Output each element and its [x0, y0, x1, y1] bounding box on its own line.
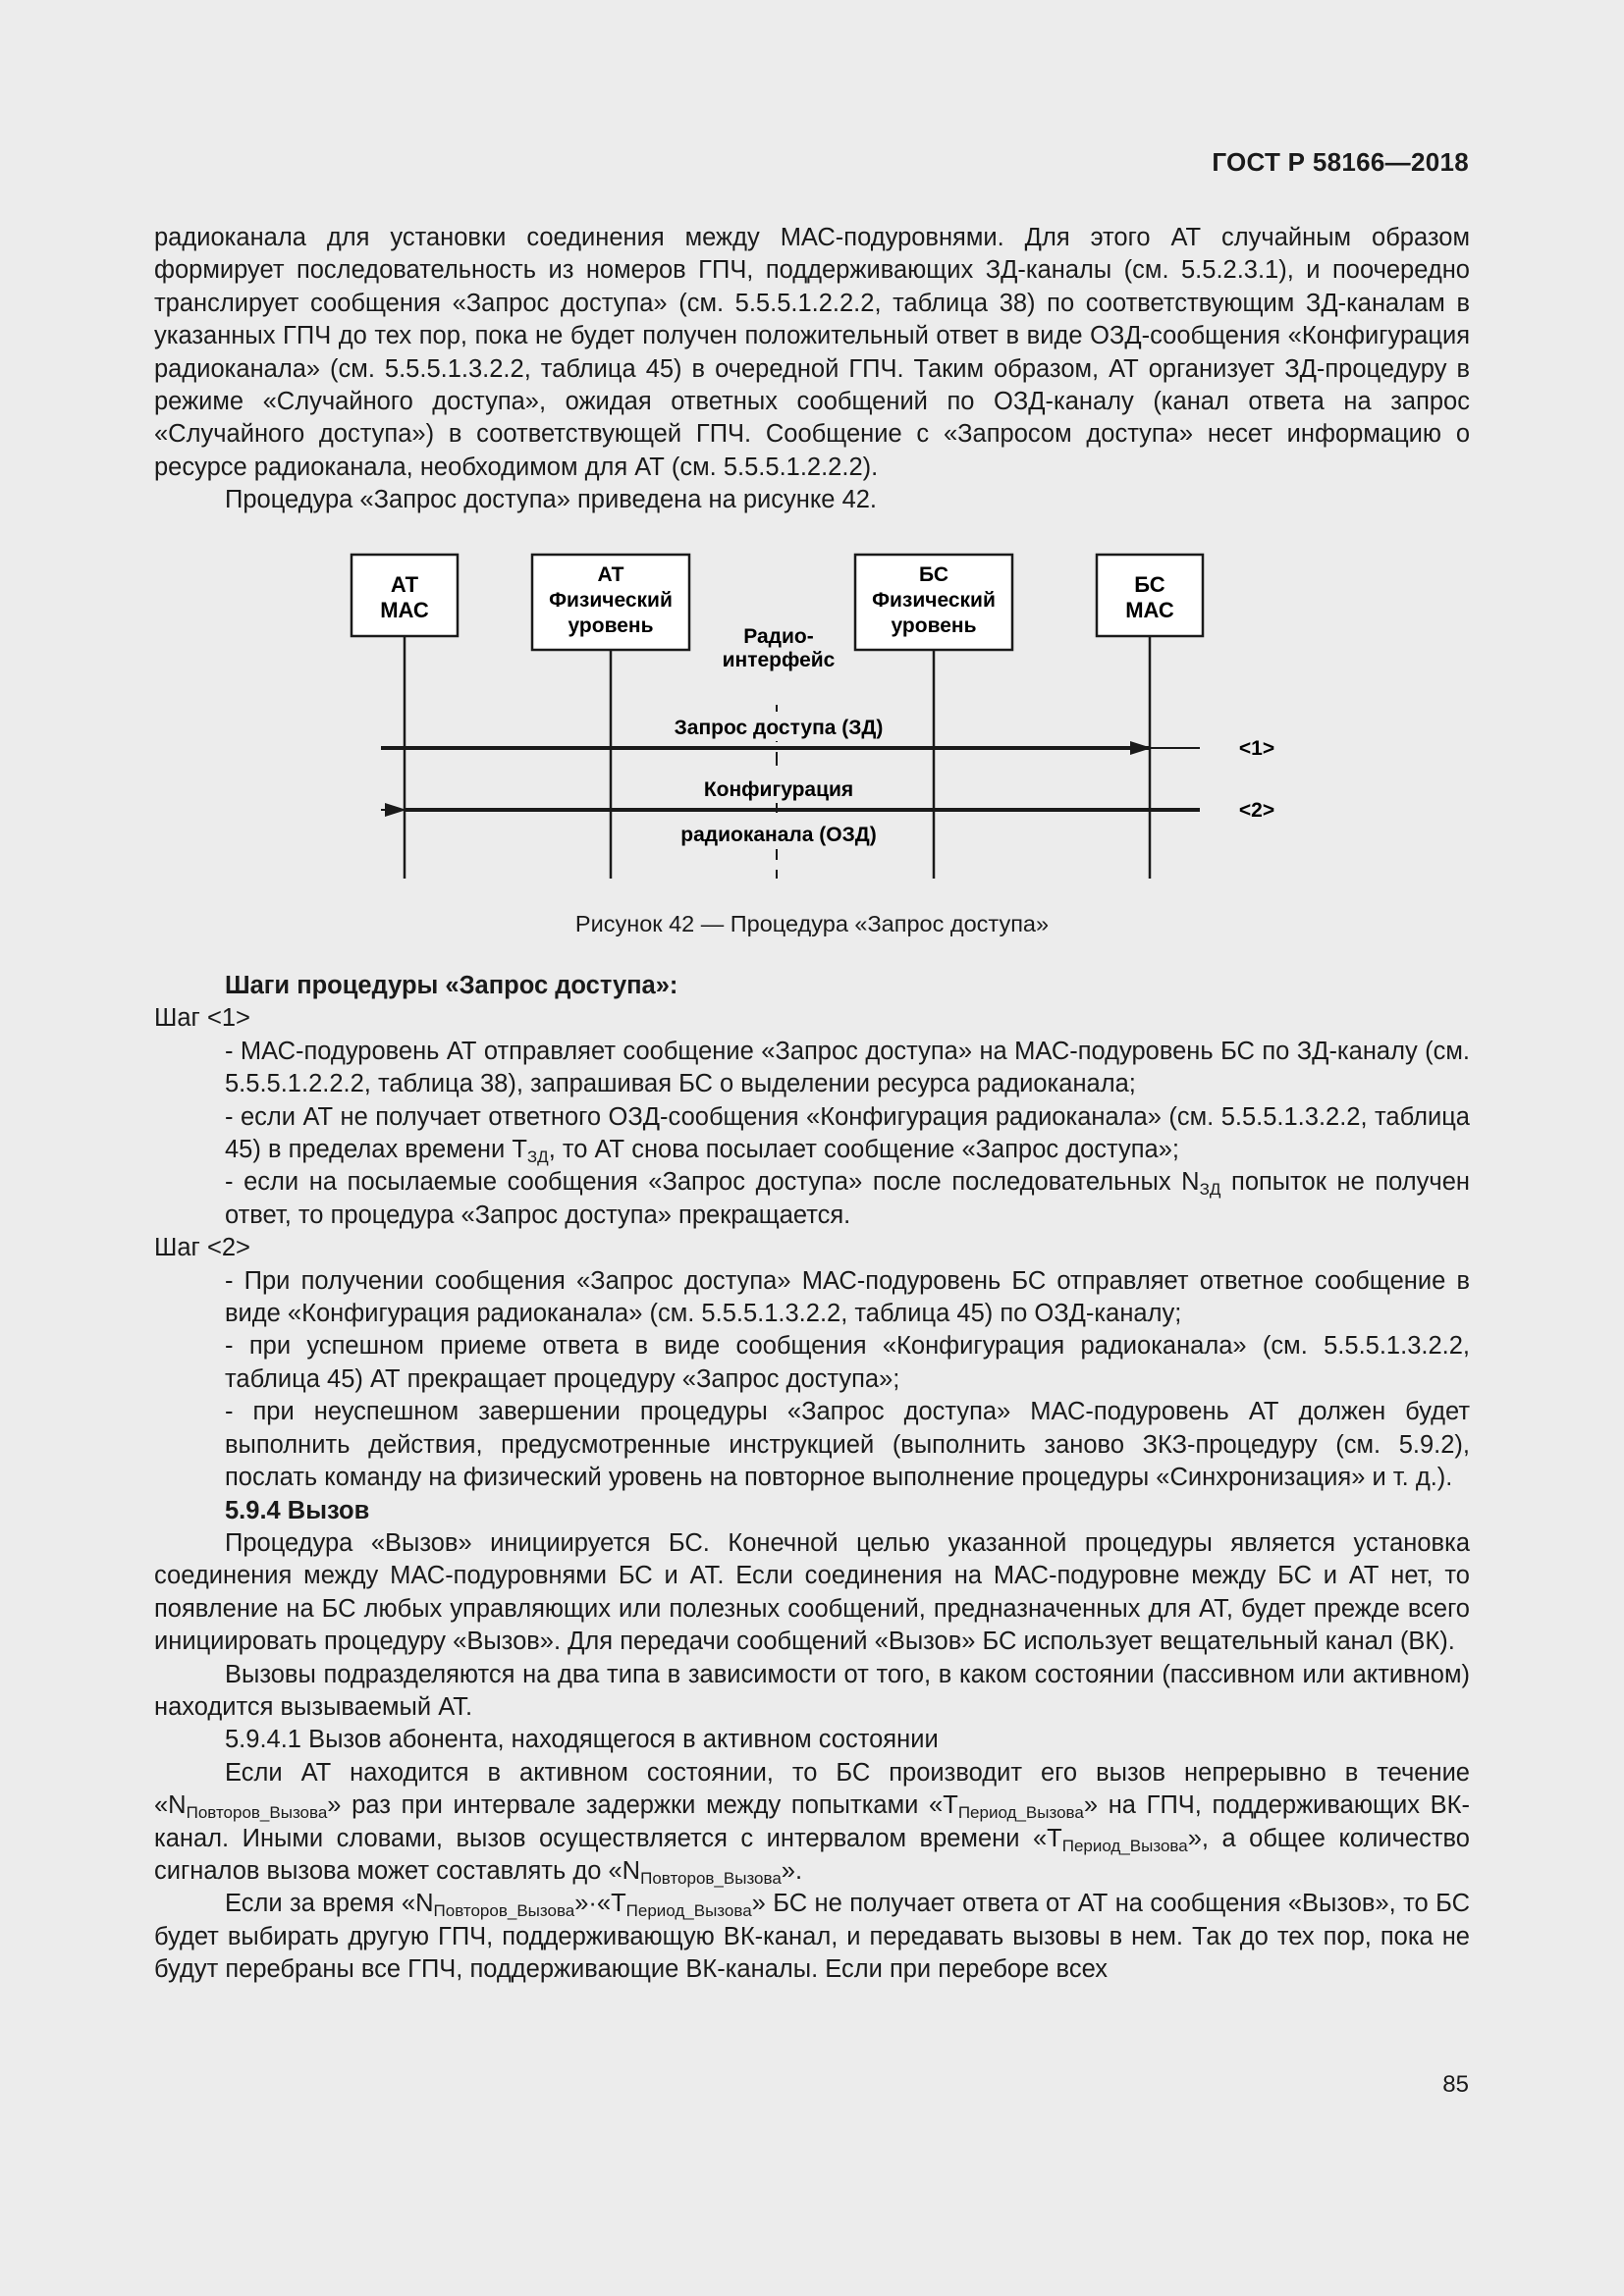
- section-paragraph-2: Вызовы подразделяются на два типа в зависимости от того, в каком состоянии (пассивном или активном) находится вызываемый АТ.: [154, 1660, 1470, 1721]
- section-paragraph-3: Если АТ находится в активном состоянии, то БС производит его вызов непрерывно в течение «$N_{Повторов\_Вызова}$» раз при интервале задержки между попытками «$T_{Период\_Вызова}$» на ГПЧ, поддерживающих ВК-канал. Иными словами, вызов осуществляется с интервалом времени «$T_{Период\_Вызова}$», а общее количество сигналов вызова может составлять до «$N_{Повторов\_Вызова}$».: [154, 1758, 1470, 1888]
- box-at-mac: [352, 555, 458, 636]
- section-paragraph-1: Процедура «Вызов» инициируется БС. Конечной целью указанной процедуры является установка соединения между МАС-подуровнями БС и АТ. Если соединения на МАС-подуровне между БС и АТ нет, то появление на БС любых управляющих или полезных сообщений, предназначенных для АТ, будет прежде всего инициировать процедуру «Вызов». Для передачи сообщений «Вызов» БС использует вещательный канал (ВК).: [154, 1528, 1470, 1656]
- step2-item-c: - при неуспешном завершении процедуры «Запрос доступа» МАС-подуровень АТ должен будет выполнить действия, предусмотренные инструкцией (выполнить заново ЗКЗ-процедуру (см. 5.9.2), послать команду на физический уровень на повторное выполнение процедуры «Синхронизация» и т. д.).: [225, 1398, 1470, 1492]
- step2-item-a: - При получении сообщения «Запрос доступа» МАС-подуровень БС отправляет ответное сообщение в виде «Конфигурация радиоканала» (см. 5.5.5.1.3.2.2, таблица 45) по ОЗД-каналу;: [225, 1266, 1470, 1328]
- section-title: 5.9.4 Вызов: [225, 1496, 370, 1524]
- box-at-phy-line1: АТ: [597, 563, 624, 586]
- step2-label: Шаг <2>: [154, 1234, 250, 1262]
- box-at-mac-line1: АТ: [390, 572, 419, 597]
- box-bs-mac: [1097, 555, 1203, 636]
- subsection-title: 5.9.4.1 Вызов абонента, находящегося в активном состоянии: [225, 1726, 939, 1754]
- msg1-label: Запрос доступа (ЗД): [674, 717, 884, 739]
- document-header: ГОСТ Р 58166—2018: [1212, 147, 1469, 177]
- msg2-label-line2: радиоканала (ОЗД): [680, 824, 877, 846]
- step1-item-a: - МАС-подуровень АТ отправляет сообщение «Запрос доступа» на МАС-подуровень БС по ЗД-каналу (см. 5.5.5.1.2.2.2, таблица 38), запрашивая БС о выделении ресурса радиоканала;: [225, 1037, 1470, 1098]
- radio-interface-label-1: Радио-: [743, 625, 814, 648]
- radio-interface-label-2: интерфейс: [722, 649, 836, 671]
- box-bs-mac-line1: БС: [1134, 572, 1165, 597]
- box-bs-phy-line2: Физический: [872, 589, 996, 612]
- figure-caption: Рисунок 42 — Процедура «Запрос доступа»: [574, 911, 1050, 936]
- step1-marker: <1>: [1238, 737, 1275, 760]
- step1-item-b: - если АТ не получает ответного ОЗД-сообщения «Конфигурация радиоканала» (см. 5.5.5.1.3.2.2, таблица 45) в пределах времени $T_{ЗД}$, то АТ снова посылает сообщение «Запрос доступа»;: [225, 1102, 1470, 1167]
- step1-item-c: - если на посылаемые сообщения «Запрос доступа» после последовательных $N_{ЗД}$ попыток не получен ответ, то процедура «Запрос доступа» прекращается.: [225, 1168, 1470, 1229]
- box-at-phy-line3: уровень: [568, 614, 654, 637]
- section-paragraph-4: Если за время «$N_{Повторов\_Вызова}»\cdot«T_{Период\_Вызова}$» БС не получает ответа от АТ на сообщения «Вызов», то БС будет выбирать другую ГПЧ, поддерживающую ВК-канал, и передавать вызовы в нем. Так до тех пор, пока не будут перебраны все ГПЧ, поддерживающие ВК-каналы. Если при переборе всех: [154, 1890, 1470, 1984]
- box-at-mac-line2: МАС: [380, 598, 429, 622]
- step2-item-b: - при успешном приеме ответа в виде сообщения «Конфигурация радиоканала» (см. 5.5.5.1.3.2.2, таблица 45) АТ прекращает процедуру «Запрос доступа»;: [225, 1332, 1470, 1393]
- steps-heading: Шаги процедуры «Запрос доступа»:: [225, 972, 678, 999]
- page-number: 85: [1442, 2071, 1469, 2098]
- box-at-phy: [532, 555, 689, 650]
- box-bs-mac-line2: МАС: [1125, 598, 1174, 622]
- diagram-svg: [334, 545, 1296, 883]
- figure-reference: Процедура «Запрос доступа» приведена на рисунке 42.: [225, 486, 878, 514]
- step2-marker: <2>: [1238, 799, 1275, 822]
- intro-block: [154, 222, 1470, 517]
- box-bs-phy-line3: уровень: [891, 614, 977, 637]
- msg2-label-line1: Конфигурация: [703, 778, 854, 801]
- box-bs-phy: [855, 555, 1012, 650]
- intro-paragraph: радиоканала для установки соединения между МАС-подуровнями. Для этого АТ случайным образом формирует последовательность из номеров ГПЧ, поддерживающих ЗД-каналы (см. 5.5.2.3.1), и поочередно транслирует сообщения «Запрос доступа» (см. 5.5.5.1.2.2.2, таблица 38) по соответствующим ЗД-каналам в указанных ГПЧ до тех пор, пока не будет получен положительный ответ в виде ОЗД-сообщения «Конфигурация радиоканала» (см. 5.5.5.1.3.2.2, таблица 45) в очередной ГПЧ. Таким образом, АТ организует ЗД-процедуру в режиме «Случайного доступа», ожидая ответных сообщений по ОЗД-каналу (канал ответа на запрос «Случайного доступа») в соответствующей ГПЧ. Сообщение с «Запросом доступа» несет информацию о ресурсе радиоканала, необходимом для АТ (см. 5.5.5.1.2.2.2).: [154, 224, 1470, 481]
- box-at-phy-line2: Физический: [549, 589, 673, 612]
- box-bs-phy-line1: БС: [919, 563, 948, 586]
- step1-label: Шаг <1>: [154, 1004, 250, 1033]
- steps-block: [154, 970, 1470, 1987]
- sequence-diagram: [334, 545, 1296, 883]
